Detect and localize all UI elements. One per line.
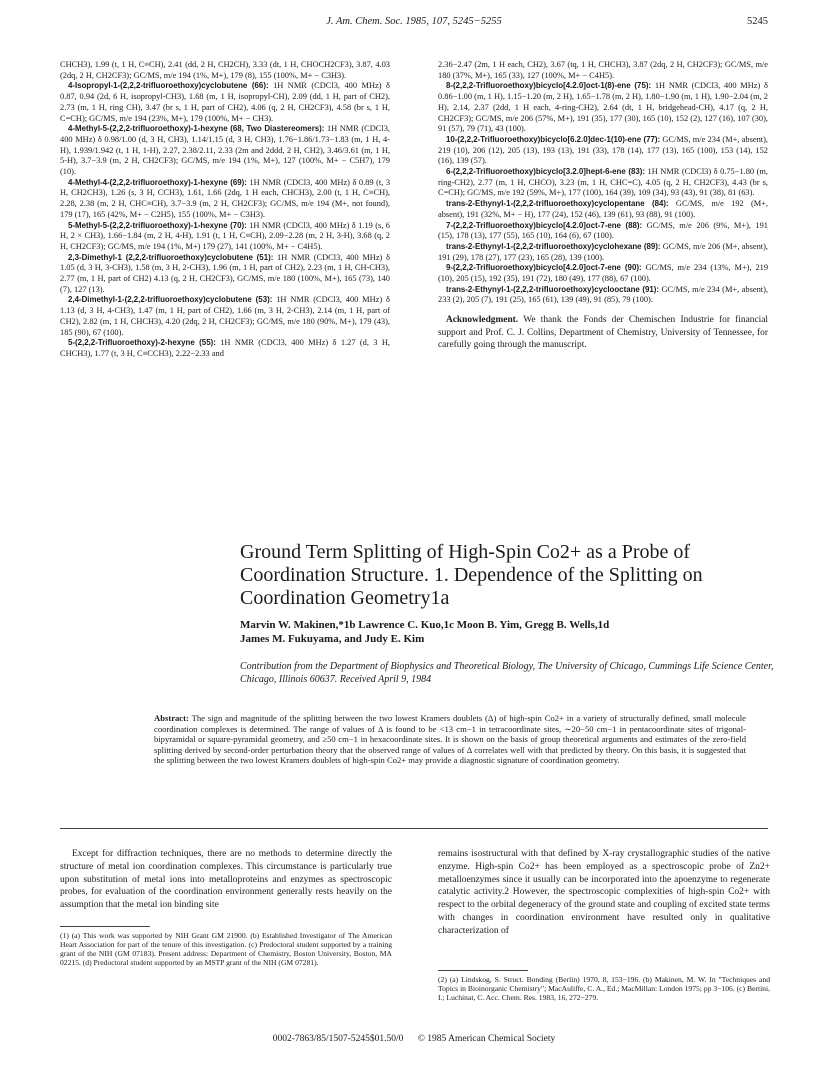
compound-name: 10-(2,2,2-Trifluoroethoxy)bicyclo[6.2.0]dec-1(10)-ene (77): (446, 134, 661, 144)
experimental-right-column (438, 60, 768, 352)
abstract-text: The sign and magnitude of the splitting between the two lowest Kramers doublets (Δ) of high-spin Co2+ in a variety of structurally defined, small molecule coordination complexes is determined. The range of values of Δ is found to be <13 cm−1 in tetracoordinate sites, ∼20−50 cm−1 in pentacoordinate sites of trigonal-bipyramidal or square-pyramidal geometry, and ≥50 cm−1 in hexacoordinate sites. It is shown on the basis of group theoretical arguments and estimates of the zero-field splitting derived by second-order perturbation theory that the observed range of values of Δ correlates well with that predicted by theory. On this basis, it is suggested that the splitting between the two lowest Kramers doublets of high-spin Co2+ may provide a diagnostic signature of coordination geometry. (154, 713, 746, 766)
compound-entry: 2,3-Dimethyl-1 (2,2,2-trifluoroethoxy)cyclobutene (51): 1H NMR (CDCl3, 400 MHz) δ 1.05 (d, 3 H, 3-CH3), 1.58 (m, 3 H, 2-CH3), 1.96 (m, 1 H, part of CH2), 2.23 (m, 1 H, CH-CH3), 2.77 (m, 1 H, part of CH2) 4.13 (q, 2 H, CH2CF3), GC/MS, m/e 180 (100%, M+), 165 (73), 140 (7), 127 (13). (60, 252, 390, 294)
authors-line: James M. Fukuyama, and Judy E. Kim (240, 633, 425, 645)
compound-entry: trans-2-Ethynyl-1-(2,2,2-trifluoroethoxy)cyclohexane (89): GC/MS, m/e 206 (M+, absent), 191 (29), 178 (27), 177 (23), 165 (28), 139 (100). (438, 241, 768, 262)
compound-entry: 8-(2,2,2-Trifluoroethoxy)bicyclo[4.2.0]oct-1(8)-ene (75): 1H NMR (CDCl3, 400 MHz) δ 0.86−1.00 (m, 1 H), 1.15−1.20 (m, 2 H), 1.65−1.78 (m, 2 H), 1.80−1.90 (m, 1 H), 1.90−2.04 (m, 2 H), 2.14, 2.37 (2dd, 1 H each, 4-ring-CH2), 2.64 (dt, 1 H, bridgehead-CH), 4.17 (q, 2 H, CH2CF3); GC/MS, m/e 206 (57%, M+), 191 (35), 177 (30), 165 (10), 152 (2), 127 (16), 107 (30), 91 (57), 79 (71), 43 (100). (438, 81, 768, 134)
compound-name: 6-(2,2,2-Trifluoroethoxy)bicyclo[3.2.0]hept-6-ene (83): (446, 167, 646, 177)
compound-name: 4-Isopropyl-1-(2,2,2-trifluoroethoxy)cyclobutene (66): (68, 81, 269, 91)
compound-entry: 10-(2,2,2-Trifluoroethoxy)bicyclo[6.2.0]dec-1(10)-ene (77): GC/MS, m/e 234 (M+, absent), 219 (10), 206 (12), 205 (13), 193 (13), 191 (33), 178 (14), 177 (13), 165 (100), 153 (14), 152 (16), 139 (57). (438, 134, 768, 166)
experimental-left-column (60, 60, 390, 360)
compound-entry: trans-2-Ethynyl-1-(2,2,2-trifluoroethoxy)cyclooctane (91): GC/MS, m/e 234 (M+, absent), 233 (2), 205 (7), 191 (25), 165 (61), 139 (49), 91 (85), 79 (100). (438, 284, 768, 305)
article-title: Ground Term Splitting of High-Spin Co2+ as a Probe of Coordination Structure. 1. Dependence of the Splitting on Coordination Geometry1a (240, 541, 703, 609)
running-header (60, 16, 768, 30)
page-number: 5245 (747, 16, 768, 27)
footnote-divider (60, 926, 150, 927)
compound-name: 7-(2,2,2-Trifluoroethoxy)bicyclo[4.2.0]oct-7-ene (88): (446, 220, 643, 230)
footnote-divider (438, 970, 528, 971)
copyright-code: 0002-7863/85/1507-5245$01.50/0 (272, 1034, 404, 1044)
authors-line: Marvin W. Makinen,*1b Lawrence C. Kuo,1c Moon B. Yim, Gregg B. Wells,1d (240, 619, 610, 631)
compound-entry: 5-Methyl-5-(2,2,2-trifluoroethoxy)-1-hexyne (70): 1H NMR (CDCl3, 400 MHz) δ 1.19 (s, 6 H, 2 × CH3), 1.66−1.84 (m, 2 H, 4-H), 1.91 (t, 1 H, C≡CH), 2.09−2.28 (m, 2 H, 3-H), 3.68 (q, 2 H, CH2CF3); GC/MS, m/e 194 (1%, M+) 179 (27), 141 (100%, M+ − C4H5). (60, 220, 390, 251)
footnote-2: (2) (a) Lindskog, S. Struct. Bonding (Berlin) 1970, 8, 153−196. (b) Makinen, M. W. In "Techniques and Topics in Bioinorganic Chemistry"; MacAuliffe, C. A., Ed.; MacMillan: London 1975; pp 3−106. (c) Bertini, I.; Luchinat, C. Acc. Chem. Res. 1983, 16, 272−279. (438, 975, 770, 1003)
acknowledgment (438, 314, 768, 352)
abstract-label: Abstract: (154, 713, 189, 723)
compound-name: trans-2-Ethynyl-1-(2,2,2-trifluoroethoxy)cyclohexane (89): (446, 241, 661, 251)
body-left-column (60, 848, 392, 912)
body-right-column (438, 848, 770, 938)
compound-name: 2,3-Dimethyl-1 (2,2,2-trifluoroethoxy)cyclobutene (51): (68, 252, 274, 262)
body-paragraph: Except for diffraction techniques, there are no methods to determine directly the structure of metal ion coordination complexes. This circumstance is particularly true upon substitution of metal ions into metalloproteins and enzymes as spectroscopic probes, for evaluation of the coordination environment generally rests heavily on the assumption that the metal ion binding site (60, 849, 392, 911)
compound-name: 4-Methyl-4-(2,2,2-trifluoroethoxy)-1-hexyne (69): (68, 177, 247, 187)
compound-entry: 2,4-Dimethyl-1-(2,2,2-trifluoroethoxy)cyclobutene (53): 1H NMR (CDCl3, 400 MHz) δ 1.13 (d, 3 H, 4-CH3), 1.47 (m, 1 H, part of CH2), 1.66 (m, 3 H, 2-CH3), 2.14 (m, 1 H, part of CH2), 2.82 (m, 1 H, CHCH3), 4.20 (2dq, 2 H, CH2CF3); GC/MS, m/e 180 (90%, M+), 179 (43), 185 (90), 67 (100). (60, 295, 390, 337)
abstract (154, 713, 746, 766)
compound-entry: trans-2-Ethynyl-1-(2,2,2-trifluoroethoxy)cyclopentane (84): GC/MS, m/e 192 (M+, absent), 191 (32%, M+ − H), 177 (24), 152 (46), 139 (61), 93 (88), 91 (100). (438, 199, 768, 219)
acknowledgment-label: Acknowledgment. (446, 315, 519, 326)
compound-name: trans-2-Ethynyl-1-(2,2,2-trifluoroethoxy)cyclooctane (91): (446, 284, 660, 294)
compound-name: 8-(2,2,2-Trifluoroethoxy)bicyclo[4.2.0]oct-1(8)-ene (75): (446, 81, 652, 91)
copyright-notice: © 1985 American Chemical Society (417, 1034, 556, 1044)
compound-entry: 4-Methyl-5-(2,2,2-trifluoroethoxy)-1-hexyne (68, Two Diastereomers): 1H NMR (CDCl3, 400 MHz) δ 0.98/1.00 (d, 3 H, CH3), 1.14/1.15 (d, 3 H, CH3), 1.76−1.86/1.73−1.83 (m, 1 H, 4-H), 1.939/1.942 (t, 1 H, 1-H), 2.27, 2.38/2.11, 2.33 (2m and 2ddd, 2 H, CH2), 3.46/3.61 (m, 1 H, 5-H), 3.7−3.9 (m, 2 H, CH2CF3); GC/MS, m/e 194 (1%, M+), 127 (100%, M+ − C5H7), 179 (10). (60, 124, 391, 177)
footnote-1: (1) (a) This work was supported by NIH Grant GM 21900. (b) Established Investigator of The American Heart Association for part of the tenure of this investigation. (c) Predoctoral student supported by a training grant of the NIH (GM 07183). Present address: Department of Chemistry, Boston University, Boston, MA 02215. (d) Predoctoral student supported by an MSTP grant of the NIH (GM 07281). (60, 931, 392, 968)
compound-name: 9-(2,2,2-Trifluoroethoxy)bicyclo[4.2.0]oct-7-ene (90): (446, 263, 642, 273)
page-footer (0, 1034, 828, 1044)
journal-citation: J. Am. Chem. Soc. 1985, 107, 5245−5255 (326, 16, 502, 27)
abstract-divider (60, 828, 768, 829)
compound-name: 5-Methyl-5-(2,2,2-trifluoroethoxy)-1-hexyne (70): (68, 220, 247, 230)
compound-entry: 6-(2,2,2-Trifluoroethoxy)bicyclo[3.2.0]hept-6-ene (83): 1H NMR (CDCl3) δ 0.75−1.80 (m, ring-CH2), 2.77 (m, 1 H, CHCO), 3.23 (m, 1 H, CHC=C), 4.05 (q, 2 H, CH2CF3), 4.43 (br s, C=CH); GC/MS, m/e 192 (59%, M+), 177 (100), 164 (39), 109 (34), 93 (43), 91 (38), 81 (63). (438, 167, 769, 198)
compound-entry: 9-(2,2,2-Trifluoroethoxy)bicyclo[4.2.0]oct-7-ene (90): GC/MS, m/e 234 (13%, M+), 219 (10), 205 (15), 192 (35), 191 (72), 180 (49), 177 (88), 67 (100). (438, 263, 768, 284)
compound-entry: 4-Methyl-4-(2,2,2-trifluoroethoxy)-1-hexyne (69): 1H NMR (CDCl3, 400 MHz) δ 0.89 (t, 3 H, CH2CH3), 1.26 (s, 3 H, CCH3), 1.61, 1.66 (2dq, 1 H each, CHCH3), 2.00 (t, 1 H, C≡CH), 2.28, 2.38 (m, 2 H, CHC≡CH), 3.7−3.9 (m, 2 H, CH2CF3); GC/MS, m/e 194 (M+, not found), 179 (17), 165 (42%, M+ − C2H5), 155 (100%, M+ − C3H3). (60, 177, 391, 219)
compound-name: trans-2-Ethynyl-1-(2,2,2-trifluoroethoxy)cyclopentane (84): (446, 199, 669, 209)
compound-entry: 2.36−2.47 (2m, 1 H each, CH2), 3.67 (tq, 1 H, CHCH3), 3.87 (2dq, 2 H, CH2CF3); GC/MS, m/e 180 (37%, M+), 165 (33), 127 (100%, M+ − C4H5). (438, 60, 768, 80)
acknowledgment-text: We thank the Fonds der Chemischen Industrie for financial support and Prof. C. J. Collins, Department of Chemistry, University of Tennessee, for carefully going through the manuscript. (438, 315, 768, 351)
compound-entry: 7-(2,2,2-Trifluoroethoxy)bicyclo[4.2.0]oct-7-ene (88): GC/MS, m/e 206 (9%, M+), 191 (15), 178 (13), 177 (55), 165 (10), 164 (6), 67 (100). (438, 220, 768, 241)
compound-name: 5-(2,2,2-Trifluoroethoxy)-2-hexyne (55): (68, 338, 216, 348)
compound-name: 4-Methyl-5-(2,2,2-trifluoroethoxy)-1-hexyne (68, Two Diastereomers): (68, 124, 325, 134)
compound-name: 2,4-Dimethyl-1-(2,2,2-trifluoroethoxy)cyclobutene (53): (68, 295, 273, 305)
compound-entry: 4-Isopropyl-1-(2,2,2-trifluoroethoxy)cyclobutene (66): 1H NMR (CDCl3, 400 MHz) δ 0.87, 0.94 (2d, 6 H, isopropyl-CH3), 1.68 (m, 1 H, isopropyl-CH), 2.09 (dd, 1 H, part of CH2), 2.73 (m, 1 H, ring CH), 3.47 (br s, 1 H, part of CH2), 4.06 (q, 2 H, CH2CF3), 4.58 (br s, 1 H, C=CH); GC/MS, m/e 194 (23%, M+), 179 (100%, M+ − CH3). (60, 81, 390, 123)
author-list (240, 618, 800, 646)
affiliation: Contribution from the Department of Biophysics and Theoretical Biology, The University of Chicago, Cummings Life Science Center, Chicago, Illinois 60637. Received April 9, 1984 (240, 661, 774, 685)
compound-entry: 5-(2,2,2-Trifluoroethoxy)-2-hexyne (55): 1H NMR (CDCl3, 400 MHz) δ 1.27 (d, 3 H, CHCH3), 1.77 (t, 3 H, C≡CCH3), 2.22−2.33 and (60, 338, 391, 358)
compound-entry: CHCH3), 1.99 (t, 1 H, C≡CH), 2.41 (dd, 2 H, CH2CH), 3.33 (dt, 1 H, CHOCH2CF3), 3.87, 4.03 (2dq, 2 H, CH2CF3); GC/MS, m/e 194 (1%, M+), 179 (8), 155 (100%, M+ − C3H3). (60, 60, 390, 80)
body-paragraph: remains isostructural with that defined by X-ray crystallographic studies of the native enzyme. High-spin Co2+ has been employed as a spectroscopic probe of Zn2+ metalloenzymes since it usually can be incorporated into the apoenzyme to regenerate catalytic activity.2 However, the spectroscopic complexities of high-spin Co2+ with respect to the orbital degeneracy of the ground state and coupling of excited state terms with changes in coordination environment have resulted only in qualitative characterization of (438, 849, 770, 936)
